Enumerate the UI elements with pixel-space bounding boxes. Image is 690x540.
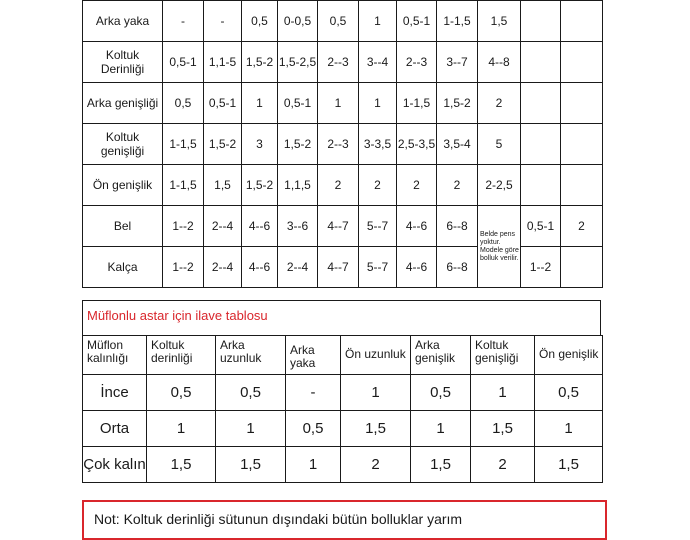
- table-cell: 1: [147, 411, 216, 447]
- table-cell: 4--8: [478, 42, 521, 83]
- row-label: Orta: [83, 411, 147, 447]
- table-row: [83, 447, 603, 483]
- row-label: Ön genişlik: [83, 165, 163, 206]
- table-cell: [561, 247, 603, 288]
- table-cell: 3--6: [278, 206, 318, 247]
- table-cell: 0,5: [535, 375, 603, 411]
- muflon-header-cell: Arka yaka: [286, 336, 341, 375]
- table-cell: 2: [341, 447, 411, 483]
- row-label: Çok kalın: [83, 447, 147, 483]
- table-cell: 4--6: [242, 206, 278, 247]
- table-cell: [561, 42, 603, 83]
- table-cell: 1,5: [204, 165, 242, 206]
- table-cell: 3--7: [437, 42, 478, 83]
- table-cell: 1,5: [478, 1, 521, 42]
- table-cell: 6--8: [437, 247, 478, 288]
- table-cell: 0,5-1: [521, 206, 561, 247]
- table-cell: [561, 124, 603, 165]
- table-cell: 1: [286, 447, 341, 483]
- table-cell: 2--4: [278, 247, 318, 288]
- table-cell: 4--6: [397, 206, 437, 247]
- table-cell: 1--2: [163, 247, 204, 288]
- muflon-table-title: Müflonlu astar için ilave tablosu: [87, 308, 268, 323]
- table-cell: 1: [411, 411, 471, 447]
- table-cell: 1,5-2: [242, 165, 278, 206]
- table-cell: 2: [471, 447, 535, 483]
- muflon-title-box: [82, 300, 601, 335]
- table-cell: 1,5-2: [204, 124, 242, 165]
- table-cell: 2: [478, 83, 521, 124]
- table-row: [83, 411, 603, 447]
- note-box: [82, 500, 607, 540]
- table-row: [83, 375, 603, 411]
- table-cell: 1,5: [147, 447, 216, 483]
- table-cell: 0,5-1: [163, 42, 204, 83]
- table-cell: 1: [318, 83, 359, 124]
- row-label: Kalça: [83, 247, 163, 288]
- table-cell: 0,5: [411, 375, 471, 411]
- table-cell: 1,5-2: [242, 42, 278, 83]
- muflon-header-cell: Koltuk genişliği: [471, 336, 535, 375]
- row-label: İnce: [83, 375, 147, 411]
- muflon-header-row: [83, 336, 603, 375]
- merged-note-cell: Belde pens yoktur. Modele göre bolluk verilir.: [478, 206, 521, 288]
- table-cell: 0,5-1: [278, 83, 318, 124]
- table-cell: 5--7: [359, 247, 397, 288]
- table-cell: 1,1,5: [278, 165, 318, 206]
- table-cell: 2: [318, 165, 359, 206]
- muflon-header-cell: Ön genişlik: [535, 336, 603, 375]
- table-cell: 0,5-1: [204, 83, 242, 124]
- table-cell: 1,5: [341, 411, 411, 447]
- table-cell: 5--7: [359, 206, 397, 247]
- table-cell: [521, 42, 561, 83]
- row-label: Koltuk genişliği: [83, 124, 163, 165]
- table-cell: [561, 1, 603, 42]
- table-cell: 2--4: [204, 247, 242, 288]
- table-row: [83, 1, 603, 42]
- row-label: Bel: [83, 206, 163, 247]
- table-cell: 2,5-3,5: [397, 124, 437, 165]
- table-cell: 2: [397, 165, 437, 206]
- note-text: Not: Koltuk derinliği sütunun dışındaki bütün bolluklar yarım: [94, 511, 463, 527]
- table-row: [83, 124, 603, 165]
- table-row: [83, 83, 603, 124]
- table-cell: 6--8: [437, 206, 478, 247]
- row-label: Koltuk Derinliği: [83, 42, 163, 83]
- muflon-header-cell: Müflon kalınlığı: [83, 336, 147, 375]
- table-cell: 1,5: [471, 411, 535, 447]
- muflon-header-cell: Arka uzunluk: [216, 336, 286, 375]
- table-cell: 3,5-4: [437, 124, 478, 165]
- table-cell: 1-1,5: [397, 83, 437, 124]
- table-cell: 1-1,5: [437, 1, 478, 42]
- table-row: [83, 165, 603, 206]
- muflon-table-body: [83, 375, 603, 483]
- table-row: [83, 247, 603, 288]
- table-cell: 3: [242, 124, 278, 165]
- table-cell: 1,5-2: [437, 83, 478, 124]
- table-cell: 1-1,5: [163, 165, 204, 206]
- table-cell: 0,5: [147, 375, 216, 411]
- table-cell: [521, 83, 561, 124]
- table-cell: 2--3: [318, 42, 359, 83]
- ease-allowance-table: [82, 0, 603, 288]
- table-cell: [521, 124, 561, 165]
- muflon-table: [82, 335, 603, 483]
- table-cell: -: [286, 375, 341, 411]
- table-cell: 0,5: [216, 375, 286, 411]
- table-cell: 0,5: [163, 83, 204, 124]
- table-cell: 2--4: [204, 206, 242, 247]
- table-cell: 5: [478, 124, 521, 165]
- table-cell: 4--6: [397, 247, 437, 288]
- table-cell: 1,5: [535, 447, 603, 483]
- table-cell: 0-0,5: [278, 1, 318, 42]
- table-cell: 3--4: [359, 42, 397, 83]
- table-cell: 1--2: [521, 247, 561, 288]
- table-cell: -: [204, 1, 242, 42]
- table-cell: [521, 165, 561, 206]
- table-cell: 0,5: [242, 1, 278, 42]
- table-cell: 1,5: [216, 447, 286, 483]
- table-cell: -: [163, 1, 204, 42]
- table-cell: 1,5-2,5: [278, 42, 318, 83]
- table-cell: 3-3,5: [359, 124, 397, 165]
- table-cell: 1: [341, 375, 411, 411]
- table-cell: 1,5: [411, 447, 471, 483]
- table-cell: 2--3: [318, 124, 359, 165]
- table-cell: 2: [359, 165, 397, 206]
- table-cell: 0,5: [286, 411, 341, 447]
- table-cell: 1: [216, 411, 286, 447]
- table-cell: 2-2,5: [478, 165, 521, 206]
- table-cell: [521, 1, 561, 42]
- table-cell: 1: [471, 375, 535, 411]
- table-cell: 1-1,5: [163, 124, 204, 165]
- table-row: [83, 42, 603, 83]
- table-cell: 1: [359, 1, 397, 42]
- table-cell: 0,5: [318, 1, 359, 42]
- table-cell: 2: [561, 206, 603, 247]
- table-cell: 2: [437, 165, 478, 206]
- table-cell: [561, 165, 603, 206]
- table-cell: [561, 83, 603, 124]
- muflon-header-cell: Koltuk derinliği: [147, 336, 216, 375]
- table-cell: 1: [242, 83, 278, 124]
- table-cell: 4--7: [318, 247, 359, 288]
- table-cell: 1,1-5: [204, 42, 242, 83]
- row-label: Arka yaka: [83, 1, 163, 42]
- table-cell: 1--2: [163, 206, 204, 247]
- ease-table-body: [83, 1, 603, 288]
- table-cell: 4--7: [318, 206, 359, 247]
- table-cell: 1: [359, 83, 397, 124]
- table-cell: 0,5-1: [397, 1, 437, 42]
- table-cell: 1,5-2: [278, 124, 318, 165]
- table-cell: 2--3: [397, 42, 437, 83]
- table-cell: 1: [535, 411, 603, 447]
- row-label: Arka genişliği: [83, 83, 163, 124]
- table-row: [83, 206, 603, 247]
- muflon-header-cell: Ön uzunluk: [341, 336, 411, 375]
- muflon-header-cell: Arka genişlik: [411, 336, 471, 375]
- table-cell: 4--6: [242, 247, 278, 288]
